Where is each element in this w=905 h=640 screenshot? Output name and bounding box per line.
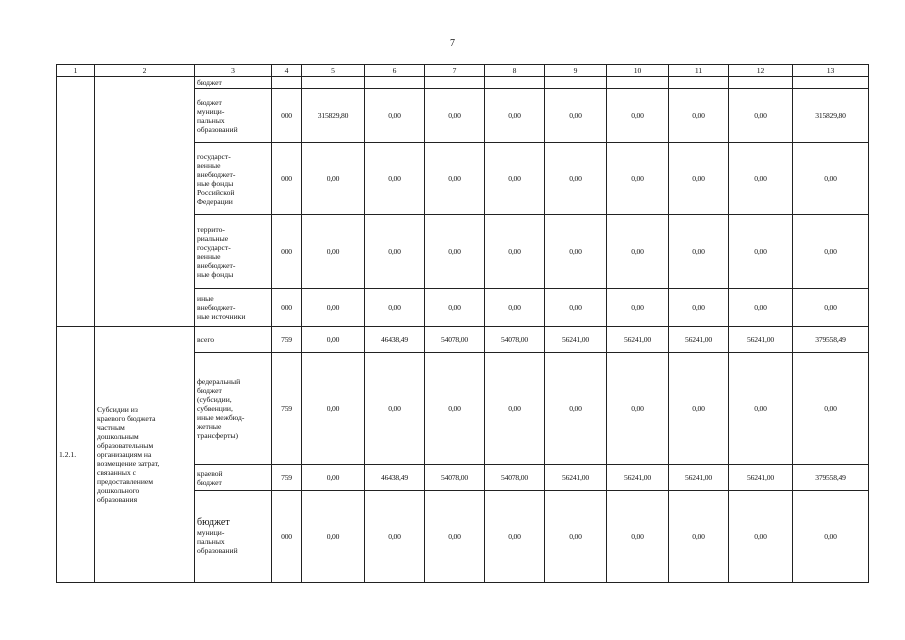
value-cell: 54078,00 [485,465,545,491]
table-row [57,77,869,89]
value-cell: 0,00 [302,353,365,465]
value-cell: 0,00 [607,353,669,465]
value-cell: 0,00 [302,465,365,491]
value-cell: 56241,00 [607,327,669,353]
value-cell: 0,00 [365,215,425,289]
value-cell: 54078,00 [425,327,485,353]
column-header: 4 [272,65,302,77]
value-cell: 0,00 [485,353,545,465]
value-cell: 0,00 [425,491,485,583]
value-cell: 56241,00 [669,465,729,491]
value-cell: 0,00 [729,289,793,327]
source-cell: террито- риальные государст- венные внебюджет- ные фонды [195,215,272,289]
value-cell: 0,00 [607,143,669,215]
value-cell: 56241,00 [545,327,607,353]
value-cell: 0,00 [607,89,669,143]
value-cell: 0,00 [425,215,485,289]
column-header: 13 [793,65,869,77]
column-header: 2 [95,65,195,77]
value-cell: 0,00 [365,289,425,327]
value-cell: 0,00 [485,143,545,215]
value-cell: 0,00 [607,491,669,583]
value-cell: 0,00 [793,353,869,465]
source-cell: краевой бюджет [195,465,272,491]
value-cell: 0,00 [545,89,607,143]
table-row [57,327,869,353]
source-cell: бюджет [195,77,272,89]
code-cell: 000 [272,143,302,215]
value-cell: 0,00 [669,143,729,215]
code-cell: 759 [272,465,302,491]
column-header: 7 [425,65,485,77]
value-cell: 0,00 [607,289,669,327]
value-cell: 0,00 [425,143,485,215]
value-cell: 0,00 [545,215,607,289]
source-cell: федеральный бюджет (субсидии, субвенции, иные межбюд- жетные трансферты) [195,353,272,465]
value-cell: 0,00 [545,491,607,583]
value-cell: 0,00 [365,143,425,215]
column-header: 9 [545,65,607,77]
code-cell: 000 [272,491,302,583]
value-cell: 0,00 [729,353,793,465]
value-cell: 0,00 [425,89,485,143]
value-cell: 0,00 [669,353,729,465]
column-header: 1 [57,65,95,77]
value-cell: 0,00 [545,353,607,465]
code-cell: 000 [272,215,302,289]
value-cell: 0,00 [729,89,793,143]
value-cell: 0,00 [729,215,793,289]
value-cell: 0,00 [669,215,729,289]
value-cell: 54078,00 [485,327,545,353]
value-cell: 56241,00 [729,327,793,353]
code-cell: 000 [272,89,302,143]
measure-index: 1.2.1. [57,327,95,583]
column-header: 12 [729,65,793,77]
value-cell: 56241,00 [669,327,729,353]
value-cell: 0,00 [729,491,793,583]
measure-name: Субсидии из краевого бюджета частным дошкольным образовательным организациям на возмещение затрат, связанных с предоставлением дошкольного образования [95,327,195,583]
value-cell: 54078,00 [425,465,485,491]
value-cell: 0,00 [793,143,869,215]
value-cell: 0,00 [545,143,607,215]
column-header: 3 [195,65,272,77]
value-cell: 0,00 [669,491,729,583]
value-cell: 46438,49 [365,465,425,491]
column-header: 5 [302,65,365,77]
value-cell: 0,00 [729,143,793,215]
source-cell: государст- венные внебюджет- ные фонды Российской Федерации [195,143,272,215]
name-cell-empty [95,77,195,327]
value-cell: 46438,49 [365,327,425,353]
value-cell: 0,00 [485,289,545,327]
column-header: 8 [485,65,545,77]
value-cell: 0,00 [485,89,545,143]
source-cell: бюджет муници- пальных образований [195,89,272,143]
value-cell: 0,00 [365,491,425,583]
column-header: 10 [607,65,669,77]
value-cell: 56241,00 [545,465,607,491]
column-header: 6 [365,65,425,77]
source-cell: всего [195,327,272,353]
value-cell: 315829,80 [302,89,365,143]
value-cell: 56241,00 [607,465,669,491]
value-cell: 0,00 [425,353,485,465]
code-cell: 759 [272,327,302,353]
column-header: 11 [669,65,729,77]
value-cell: 0,00 [425,289,485,327]
index-cell-empty [57,77,95,327]
value-cell: 56241,00 [729,465,793,491]
value-cell: 0,00 [485,215,545,289]
value-cell: 0,00 [365,89,425,143]
value-cell: 0,00 [302,327,365,353]
value-cell: 0,00 [485,491,545,583]
value-cell: 0,00 [607,215,669,289]
value-cell: 0,00 [302,143,365,215]
value-cell: 0,00 [302,215,365,289]
value-cell: 379558,49 [793,327,869,353]
value-cell: 315829,80 [793,89,869,143]
value-cell: 0,00 [669,89,729,143]
value-cell: 0,00 [793,491,869,583]
value-cell: 0,00 [545,289,607,327]
value-cell: 379558,49 [793,465,869,491]
value-cell: 0,00 [365,353,425,465]
value-cell: 0,00 [669,289,729,327]
value-cell: 0,00 [302,289,365,327]
value-cell: 0,00 [793,289,869,327]
column-number-row [57,65,869,77]
source-cell: бюджет муници- пальных образований [195,491,272,583]
code-cell: 000 [272,289,302,327]
source-cell: иные внебюджет- ные источники [195,289,272,327]
page-number: 7 [450,38,455,49]
value-cell: 0,00 [302,491,365,583]
code-cell: 759 [272,353,302,465]
value-cell: 0,00 [793,215,869,289]
budget-table [56,64,869,583]
